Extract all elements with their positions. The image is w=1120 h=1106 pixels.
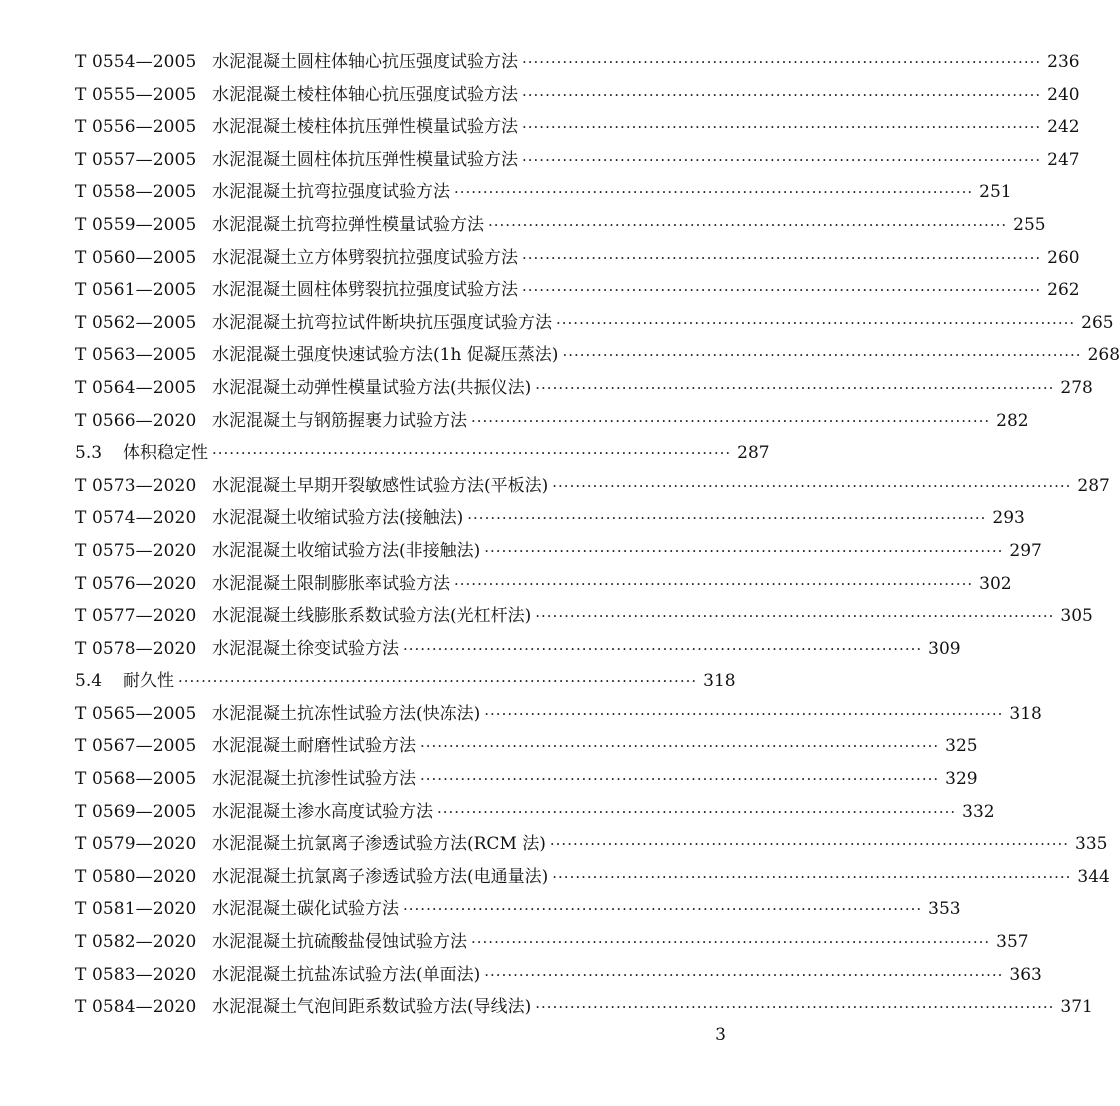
- dot-leader: ··························································································: [522, 281, 1042, 300]
- dot-leader: ··························································································: [484, 704, 1004, 723]
- toc-entry-row: [75, 144, 1080, 177]
- standard-code: T 0584—2020: [75, 997, 197, 1018]
- page-ref: 335: [1075, 834, 1108, 855]
- section-title: 耐久性: [123, 671, 174, 692]
- dot-leader: ··························································································: [467, 509, 987, 528]
- dot-leader: ··························································································: [471, 933, 991, 952]
- standard-code: T 0575—2020: [75, 540, 197, 561]
- entry-title: 水泥混凝土早期开裂敏感性试验方法(平板法): [212, 475, 549, 496]
- page-ref: 278: [1060, 377, 1093, 398]
- standard-code: T 0559—2005: [75, 214, 197, 235]
- standard-code: T 0569—2005: [75, 801, 197, 822]
- page-ref: 318: [703, 671, 736, 692]
- page-ref: 297: [1009, 540, 1042, 561]
- toc-entry-row: [75, 568, 1012, 601]
- standard-code: T 0557—2005: [75, 149, 197, 170]
- entry-title: 水泥混凝土圆柱体劈裂抗拉强度试验方法: [212, 280, 518, 301]
- standard-code: T 0581—2020: [75, 899, 197, 920]
- dot-leader: ··························································································: [178, 672, 698, 691]
- standard-code: T 0564—2005: [75, 377, 197, 398]
- dot-leader: ··························································································: [437, 802, 957, 821]
- toc-entry-row: [75, 861, 1110, 894]
- toc-section-row: [75, 437, 770, 470]
- standard-code: T 0576—2020: [75, 573, 197, 594]
- dot-leader: ··························································································: [484, 965, 1004, 984]
- standard-code: T 0562—2005: [75, 312, 197, 333]
- entry-title: 水泥混凝土立方体劈裂抗拉强度试验方法: [212, 247, 518, 268]
- entry-title: 水泥混凝土碳化试验方法: [212, 899, 399, 920]
- standard-code: T 0567—2005: [75, 736, 197, 757]
- toc-entry-row: [75, 339, 1120, 372]
- dot-leader: ··························································································: [535, 998, 1055, 1017]
- dot-leader: ··························································································: [535, 378, 1055, 397]
- dot-leader: ··························································································: [522, 150, 1042, 169]
- page-ref: 260: [1047, 247, 1080, 268]
- entry-title: 水泥混凝土收缩试验方法(接触法): [212, 508, 464, 529]
- dot-leader: ··························································································: [488, 215, 1008, 234]
- dot-leader: ··························································································: [484, 541, 1004, 560]
- toc-entry-row: [75, 763, 978, 796]
- entry-title: 水泥混凝土棱柱体抗压弹性模量试验方法: [212, 117, 518, 138]
- toc-entry-row: [75, 633, 961, 666]
- entry-title: 水泥混凝土徐变试验方法: [212, 638, 399, 659]
- page-ref: 332: [962, 801, 995, 822]
- toc-entry-row: [75, 405, 1029, 438]
- entry-title: 水泥混凝土抗氯离子渗透试验方法(电通量法): [212, 866, 549, 887]
- standard-code: T 0563—2005: [75, 345, 197, 366]
- standard-code: T 0578—2020: [75, 638, 197, 659]
- entry-title: 水泥混凝土抗渗性试验方法: [212, 769, 416, 790]
- page-ref: 282: [996, 410, 1029, 431]
- dot-leader: ··························································································: [552, 867, 1072, 886]
- entry-title: 水泥混凝土圆柱体轴心抗压强度试验方法: [212, 52, 518, 72]
- standard-code: T 0582—2020: [75, 932, 197, 953]
- page-ref: 357: [996, 932, 1029, 953]
- dot-leader: ··························································································: [403, 900, 923, 919]
- page-ref: 302: [979, 573, 1012, 594]
- dot-leader: ··························································································: [420, 770, 940, 789]
- standard-code: T 0573—2020: [75, 475, 197, 496]
- entry-title: 水泥混凝土强度快速试验方法(1h 促凝压蒸法): [212, 345, 559, 366]
- section-title: 体积稳定性: [123, 443, 208, 464]
- entry-title: 水泥混凝土抗冻性试验方法(快冻法): [212, 703, 481, 724]
- page-ref: 247: [1047, 149, 1080, 170]
- entry-title: 水泥混凝土抗硫酸盐侵蚀试验方法: [212, 932, 467, 953]
- page-ref: 329: [945, 769, 978, 790]
- page-ref: 305: [1060, 606, 1093, 627]
- dot-leader: ··························································································: [556, 313, 1076, 332]
- toc-entry-row: [75, 470, 1110, 503]
- dot-leader: ··························································································: [562, 346, 1082, 365]
- standard-code: T 0580—2020: [75, 866, 197, 887]
- entry-title: 水泥混凝土抗弯拉强度试验方法: [212, 182, 450, 203]
- dot-leader: ··························································································: [522, 53, 1042, 71]
- toc-entry-row: [75, 730, 978, 763]
- page-ref: 240: [1047, 84, 1080, 105]
- page-ref: 363: [1009, 964, 1042, 985]
- toc-entry-row: [75, 535, 1042, 568]
- toc-entry-row: [75, 502, 1025, 535]
- page-ref: 255: [1013, 214, 1046, 235]
- page-ref: 265: [1081, 312, 1114, 333]
- toc-entry-row: [75, 796, 995, 829]
- section-number: 5.4: [75, 671, 103, 692]
- toc-entry-row: [75, 600, 1093, 633]
- page-ref: 242: [1047, 117, 1080, 138]
- standard-code: T 0568—2005: [75, 769, 197, 790]
- page-ref: 371: [1060, 997, 1093, 1018]
- toc-entry-row: [75, 111, 1080, 144]
- dot-leader: ··························································································: [549, 835, 1070, 854]
- dot-leader: ··························································································: [403, 639, 923, 658]
- toc-entry-row: [75, 209, 1046, 242]
- standard-code: T 0566—2020: [75, 410, 197, 431]
- toc-entry-row: [75, 176, 1012, 209]
- dot-leader: ··························································································: [471, 411, 991, 430]
- dot-leader: ··························································································: [552, 476, 1072, 495]
- standard-code: T 0554—2005: [75, 52, 197, 72]
- page-ref: 325: [945, 736, 978, 757]
- toc-entry-row: [75, 959, 1042, 992]
- entry-title: 水泥混凝土耐磨性试验方法: [212, 736, 416, 757]
- standard-code: T 0558—2005: [75, 182, 197, 203]
- dot-leader: ··························································································: [420, 737, 940, 756]
- dot-leader: ··························································································: [454, 574, 974, 593]
- toc-entry-row: [75, 307, 1114, 340]
- entry-title: 水泥混凝土抗弯拉试件断块抗压强度试验方法: [212, 312, 552, 333]
- dot-leader: ··························································································: [522, 85, 1042, 104]
- toc-entry-row: [75, 46, 1080, 79]
- entry-title: 水泥混凝土动弹性模量试验方法(共振仪法): [212, 377, 532, 398]
- toc-entry-row: [75, 79, 1080, 112]
- entry-title: 水泥混凝土与钢筋握裹力试验方法: [212, 410, 467, 431]
- page-ref: 287: [1077, 475, 1110, 496]
- toc-entry-row: [75, 242, 1080, 275]
- entry-title: 水泥混凝土抗盐冻试验方法(单面法): [212, 964, 481, 985]
- dot-leader: ··························································································: [454, 183, 974, 202]
- dot-leader: ··························································································: [522, 118, 1042, 137]
- toc-entry-row: [75, 926, 1029, 959]
- standard-code: T 0577—2020: [75, 606, 197, 627]
- toc-section-row: [75, 665, 736, 698]
- page-ref: 251: [979, 182, 1012, 203]
- standard-code: T 0561—2005: [75, 280, 197, 301]
- toc-entry-row: [75, 698, 1042, 731]
- page-ref: 353: [928, 899, 961, 920]
- entry-title: 水泥混凝土棱柱体轴心抗压强度试验方法: [212, 84, 518, 105]
- dot-leader: ··························································································: [522, 248, 1042, 267]
- page-ref: 268: [1087, 345, 1120, 366]
- entry-title: 水泥混凝土收缩试验方法(非接触法): [212, 540, 481, 561]
- standard-code: T 0565—2005: [75, 703, 197, 724]
- standard-code: T 0579—2020: [75, 834, 197, 855]
- toc-entry-row: [75, 274, 1080, 307]
- page-ref: 293: [992, 508, 1025, 529]
- toc-entry-row: [75, 372, 1093, 405]
- dot-leader: ··························································································: [535, 607, 1055, 626]
- toc-entry-row: [75, 991, 1093, 1024]
- entry-title: 水泥混凝土渗水高度试验方法: [212, 801, 433, 822]
- page-ref: 236: [1047, 52, 1080, 72]
- standard-code: T 0583—2020: [75, 964, 197, 985]
- entry-title: 水泥混凝土抗氯离子渗透试验方法(RCM 法): [212, 834, 546, 855]
- table-of-contents: [75, 46, 1120, 1024]
- standard-code: T 0574—2020: [75, 508, 197, 529]
- page-ref: 309: [928, 638, 961, 659]
- entry-title: 水泥混凝土气泡间距系数试验方法(导线法): [212, 997, 532, 1018]
- page-ref: 318: [1009, 703, 1042, 724]
- dot-leader: ··························································································: [212, 444, 732, 463]
- entry-title: 水泥混凝土线膨胀系数试验方法(光杠杆法): [212, 606, 532, 627]
- standard-code: T 0560—2005: [75, 247, 197, 268]
- page-ref: 262: [1047, 280, 1080, 301]
- section-number: 5.3: [75, 443, 103, 464]
- entry-title: 水泥混凝土限制膨胀率试验方法: [212, 573, 450, 594]
- standard-code: T 0556—2005: [75, 117, 197, 138]
- page-ref: 344: [1077, 866, 1110, 887]
- entry-title: 水泥混凝土圆柱体抗压弹性模量试验方法: [212, 149, 518, 170]
- page-ref: 287: [737, 443, 770, 464]
- standard-code: T 0555—2005: [75, 84, 197, 105]
- entry-title: 水泥混凝土抗弯拉弹性模量试验方法: [212, 214, 484, 235]
- toc-entry-row: [75, 893, 961, 926]
- toc-entry-row: [75, 828, 1108, 861]
- page-number: 3: [715, 1025, 726, 1045]
